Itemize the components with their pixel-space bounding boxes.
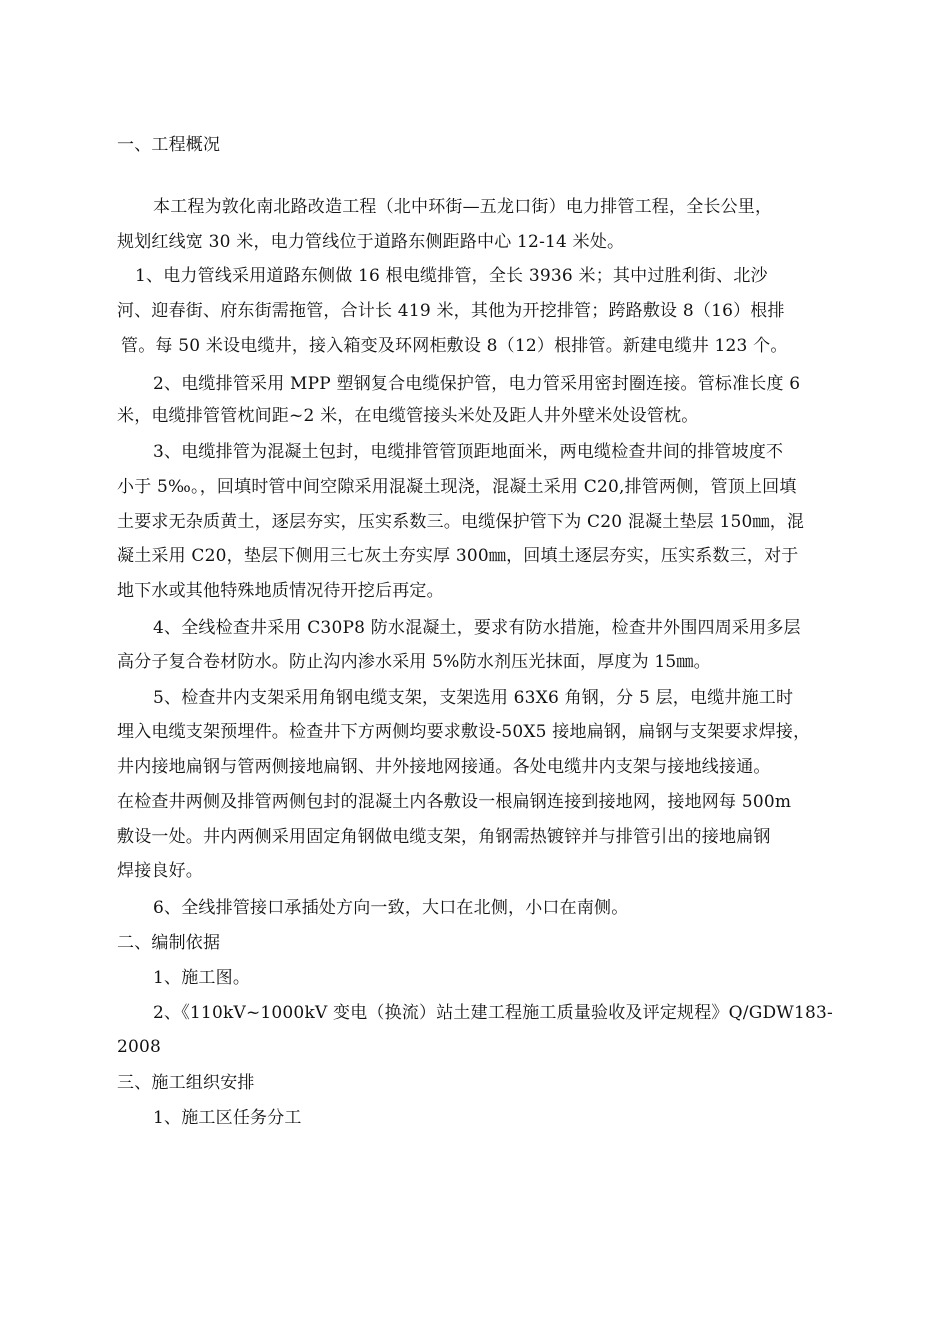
paragraph-line: 本工程为敦化南北路改造工程（北中环街—五龙口街）电力排管工程，全长公里， [153, 197, 773, 217]
list-item: 1、施工区任务分工 [153, 1108, 302, 1128]
list-item: 2、《110kV~1000kV 变电（换流）站土建工程施工质量验收及评定规程》Q/GDW183- [153, 1003, 833, 1023]
paragraph-line: 焊接良好。 [117, 861, 203, 881]
paragraph-line: 敷设一处。井内两侧采用固定角钢做电缆支架，角钢需热镀锌并与排管引出的接地扁钢 [117, 827, 771, 847]
paragraph-line: 3、电缆排管为混凝土包封，电缆排管管顶距地面米，两电缆检查井间的排管坡度不 [153, 442, 784, 462]
paragraph-line: 6、全线排管接口承插处方向一致，大口在北侧，小口在南侧。 [153, 898, 629, 918]
paragraph-line: 埋入电缆支架预埋件。检查井下方两侧均要求敷设-50X5 接地扁钢，扁钢与支架要求焊接， [117, 722, 811, 742]
paragraph-line: 5、检查井内支架采用角钢电缆支架，支架选用 63X6 角钢，分 5 层，电缆井施工时 [153, 688, 794, 708]
paragraph-line: 土要求无杂质黄土，逐层夯实，压实系数三。电缆保护管下为 C20 混凝土垫层 150㎜，混 [117, 512, 805, 532]
paragraph-line: 4、全线检查井采用 C30P8 防水混凝土，要求有防水措施，检查井外围四周采用多层 [153, 618, 801, 638]
paragraph-line: 地下水或其他特殊地质情况待开挖后再定。 [117, 581, 444, 601]
list-item-continuation: 2008 [117, 1037, 162, 1057]
paragraph-line: 高分子复合卷材防水。防止沟内渗水采用 5%防水剂压光抹面，厚度为 15㎜。 [117, 652, 711, 672]
paragraph-line: 1、电力管线采用道路东侧做 16 根电缆排管，全长 3936 米；其中过胜利街、北沙 [135, 266, 768, 286]
paragraph-line: 小于 5‰。，回填时管中间空隙采用混凝土现浇，混凝土采用 C20,排管两侧，管顶上回填 [117, 477, 797, 497]
heading-basis: 二、编制依据 [117, 933, 221, 953]
paragraph-line: 2、电缆排管采用 MPP 塑钢复合电缆保护管，电力管采用密封圈连接。管标准长度 6 [153, 374, 801, 394]
paragraph-line: 河、迎春街、府东街需拖管，合计长 419 米，其他为开挖排管；跨路敷设 8（16）根排 [117, 301, 785, 321]
heading-organization: 三、施工组织安排 [117, 1073, 255, 1093]
list-item: 1、施工图。 [153, 968, 251, 988]
paragraph-line: 井内接地扁钢与管两侧接地扁钢、井外接地网接通。各处电缆井内支架与接地线接通。 [117, 757, 771, 777]
paragraph-line: 凝土采用 C20，垫层下侧用三七灰土夯实厚 300㎜，回填土逐层夯实，压实系数三，对于 [117, 546, 799, 566]
heading-project-overview: 一、工程概况 [117, 135, 221, 155]
paragraph-line: 米，电缆排管管枕间距~2 米，在电缆管接头米处及距人井外壁米处设管枕。 [117, 406, 699, 426]
paragraph-line: 管。每 50 米设电缆井，接入箱变及环网柜敷设 8（12）根排管。新建电缆井 123 个。 [121, 336, 788, 356]
paragraph-line: 规划红线宽 30 米，电力管线位于道路东侧距路中心 12-14 米处。 [117, 232, 625, 252]
paragraph-line: 在检查井两侧及排管两侧包封的混凝土内各敷设一根扁钢连接到接地网，接地网每 500m [117, 792, 792, 812]
